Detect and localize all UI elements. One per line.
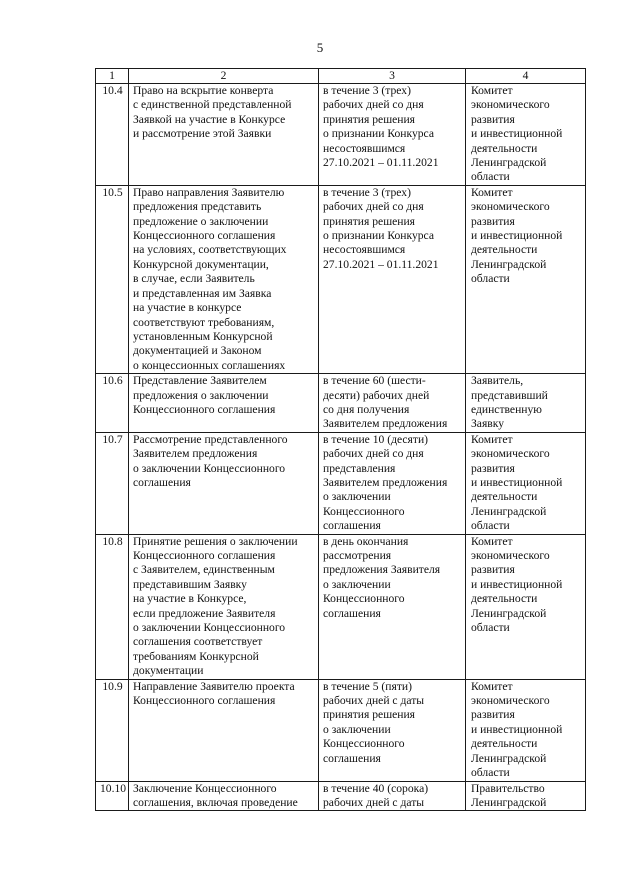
cell-line: на участие в Конкурсе, <box>133 592 247 606</box>
item-number-cell: 10.4 <box>96 84 129 186</box>
cell-line: о заключении <box>323 577 391 591</box>
cell-line: с единственной представленной <box>133 98 292 112</box>
term-cell <box>319 432 466 534</box>
action-cell <box>129 534 319 679</box>
cell-line: о заключении Концессионного <box>133 621 286 635</box>
cell-line: Право направления Заявителю <box>133 185 285 199</box>
action-cell <box>129 84 319 186</box>
cell-line: в день окончания <box>323 534 409 548</box>
header-cell-4: 4 <box>466 69 586 84</box>
cell-line: со дня получения <box>323 402 410 416</box>
cell-line: предложение о заключении <box>133 214 269 228</box>
cell-line: Комитет <box>471 432 513 446</box>
cell-line: 27.10.2021 – 01.11.2021 <box>323 257 439 271</box>
item-number-cell: 10.6 <box>96 374 129 433</box>
cell-line: в течение 10 (десяти) <box>323 432 429 446</box>
responsible-cell <box>466 679 586 781</box>
cell-line: о заключении <box>323 490 391 504</box>
page-number: 5 <box>316 40 324 55</box>
header-cell-1: 1 <box>96 69 129 84</box>
table-header-row <box>96 69 586 84</box>
cell-line: и представленная им Заявка <box>133 286 272 300</box>
item-number-cell: 10.5 <box>96 185 129 373</box>
cell-line: требованиям Конкурсной <box>133 649 259 663</box>
cell-line: предложения представить <box>133 200 262 214</box>
cell-line: развития <box>471 112 515 126</box>
cell-line: о признании Конкурса <box>323 127 434 141</box>
cell-line: принятия решения <box>323 708 416 722</box>
cell-line: в течение 40 (сорока) <box>323 781 429 795</box>
cell-line: соответствуют требованиям, <box>133 315 275 329</box>
action-cell <box>129 432 319 534</box>
cell-line: представивший <box>471 388 548 402</box>
cell-line: Концессионного <box>323 592 405 606</box>
cell-line: о концессионных соглашениях <box>133 358 286 372</box>
cell-line: Заявкой на участие в Конкурсе <box>133 112 286 126</box>
table-row <box>96 185 586 373</box>
responsible-cell <box>466 374 586 433</box>
cell-line: и инвестиционной <box>471 475 563 489</box>
cell-line: соглашения соответствует <box>133 635 263 649</box>
cell-line: деятельности <box>471 141 538 155</box>
cell-line: в случае, если Заявитель <box>133 272 255 286</box>
cell-line: и инвестиционной <box>471 577 563 591</box>
cell-line: развития <box>471 563 515 577</box>
cell-line: Комитет <box>471 534 513 548</box>
table-body <box>96 69 586 811</box>
cell-line: экономического <box>471 447 550 461</box>
cell-line: Концессионного соглашения <box>133 549 276 562</box>
term-cell <box>319 84 466 186</box>
cell-line: рабочих дней со дня <box>323 447 424 461</box>
cell-line: Ленинградской <box>471 504 547 518</box>
cell-line: на условиях, соответствующих <box>133 243 287 257</box>
cell-line: предложения о заключении <box>133 388 269 402</box>
cell-line: установленным Конкурсной <box>133 329 273 343</box>
cell-line: соглашения <box>323 519 381 533</box>
responsible-cell <box>466 432 586 534</box>
item-number-cell: 10.7 <box>96 432 129 534</box>
cell-line: 27.10.2021 – 01.11.2021 <box>323 156 439 170</box>
cell-line: Ленинградской <box>471 606 547 620</box>
term-cell <box>319 679 466 781</box>
cell-line: документации <box>133 664 204 678</box>
cell-line: Комитет <box>471 84 513 97</box>
item-number-cell: 10.10 <box>96 781 129 811</box>
cell-line: в течение 3 (трех) <box>323 84 411 97</box>
cell-line: экономического <box>471 98 550 112</box>
cell-line: о заключении <box>323 722 391 736</box>
cell-line: Ленинградской <box>471 257 547 271</box>
cell-line: области <box>471 766 510 780</box>
term-cell <box>319 781 466 811</box>
cell-line: Заявителем предложения <box>323 475 448 489</box>
cell-line: рассмотрения <box>323 549 392 562</box>
responsible-cell <box>466 185 586 373</box>
cell-line: и инвестиционной <box>471 127 563 141</box>
cell-line: в течение 3 (трех) <box>323 185 411 199</box>
cell-line: Заявителем предложения <box>133 447 258 461</box>
cell-line: соглашения <box>323 606 381 620</box>
table-row <box>96 432 586 534</box>
cell-line: десяти) рабочих дней <box>323 388 430 402</box>
cell-line: Конкурсной документации, <box>133 257 269 271</box>
cell-line: развития <box>471 461 515 475</box>
cell-line: если предложение Заявителя <box>133 606 276 620</box>
table-row <box>96 374 586 433</box>
cell-line: рабочих дней со дня <box>323 98 424 112</box>
cell-line: представившим Заявку <box>133 577 247 591</box>
cell-line: экономического <box>471 549 550 562</box>
cell-line: Комитет <box>471 679 513 693</box>
cell-line: в течение 5 (пяти) <box>323 679 412 693</box>
cell-line: Представление Заявителем <box>133 374 267 388</box>
cell-line: Рассмотрение представленного <box>133 432 288 446</box>
header-cell-2: 2 <box>129 69 319 84</box>
table-row <box>96 534 586 679</box>
cell-line: несостоявшимся <box>323 243 406 257</box>
cell-line: несостоявшимся <box>323 141 406 155</box>
cell-line: и инвестиционной <box>471 229 563 243</box>
cell-line: деятельности <box>471 737 538 751</box>
cell-line: Право на вскрытие конверта <box>133 84 274 97</box>
cell-line: Концессионного соглашения <box>133 694 276 708</box>
cell-line: области <box>471 272 510 286</box>
schedule-table <box>95 68 586 811</box>
action-cell <box>129 185 319 373</box>
cell-line: Ленинградской <box>471 795 547 809</box>
cell-line: Заявителем предложения <box>323 417 448 431</box>
cell-line: на участие в конкурсе <box>133 301 242 315</box>
cell-line: Направление Заявителю проекта <box>133 679 295 693</box>
cell-line: с Заявителем, единственным <box>133 563 275 577</box>
cell-line: Заявку <box>471 417 505 431</box>
cell-line: предложения Заявителя <box>323 563 441 577</box>
cell-line: области <box>471 519 510 533</box>
cell-line: Заявитель, <box>471 374 524 388</box>
table-row <box>96 84 586 186</box>
cell-line: развития <box>471 214 515 228</box>
term-cell <box>319 374 466 433</box>
cell-line: и рассмотрение этой Заявки <box>133 127 272 141</box>
cell-line: деятельности <box>471 490 538 504</box>
cell-line: Ленинградской <box>471 156 547 170</box>
cell-line: области <box>471 621 510 635</box>
cell-line: Правительство <box>471 781 545 795</box>
cell-line: соглашения <box>133 475 191 489</box>
cell-line: соглашения <box>323 751 381 765</box>
cell-line: Концессионного соглашения <box>133 229 276 243</box>
table-row <box>96 781 586 811</box>
term-cell <box>319 534 466 679</box>
term-cell <box>319 185 466 373</box>
cell-line: деятельности <box>471 592 538 606</box>
cell-line: экономического <box>471 200 550 214</box>
item-number-cell: 10.8 <box>96 534 129 679</box>
cell-line: принятия решения <box>323 112 416 126</box>
cell-line: деятельности <box>471 243 538 257</box>
responsible-cell <box>466 84 586 186</box>
cell-line: представления <box>323 461 396 475</box>
cell-line: о признании Конкурса <box>323 229 434 243</box>
cell-line: области <box>471 170 510 184</box>
cell-line: рабочих дней со дня <box>323 200 424 214</box>
cell-line: развития <box>471 708 515 722</box>
cell-line: Ленинградской <box>471 751 547 765</box>
cell-line: Принятие решения о заключении <box>133 534 298 548</box>
cell-line: рабочих дней с даты <box>323 694 425 708</box>
cell-line: Заключение Концессионного <box>133 781 277 795</box>
cell-line: о заключении Концессионного <box>133 461 286 475</box>
header-cell-3: 3 <box>319 69 466 84</box>
cell-line: экономического <box>471 694 550 708</box>
table-row <box>96 679 586 781</box>
cell-line: Концессионного соглашения <box>133 402 276 416</box>
action-cell <box>129 781 319 811</box>
action-cell <box>129 679 319 781</box>
cell-line: Концессионного <box>323 737 405 751</box>
cell-line: Комитет <box>471 185 513 199</box>
cell-line: и инвестиционной <box>471 722 563 736</box>
cell-line: единственную <box>471 402 542 416</box>
responsible-cell <box>466 534 586 679</box>
action-cell <box>129 374 319 433</box>
item-number-cell: 10.9 <box>96 679 129 781</box>
cell-line: Концессионного <box>323 504 405 518</box>
responsible-cell <box>466 781 586 811</box>
cell-line: в течение 60 (шести- <box>323 374 426 388</box>
cell-line: документацией и Законом <box>133 344 262 358</box>
cell-line: рабочих дней с даты <box>323 795 425 809</box>
cell-line: соглашения, включая проведение <box>133 795 298 809</box>
cell-line: принятия решения <box>323 214 416 228</box>
